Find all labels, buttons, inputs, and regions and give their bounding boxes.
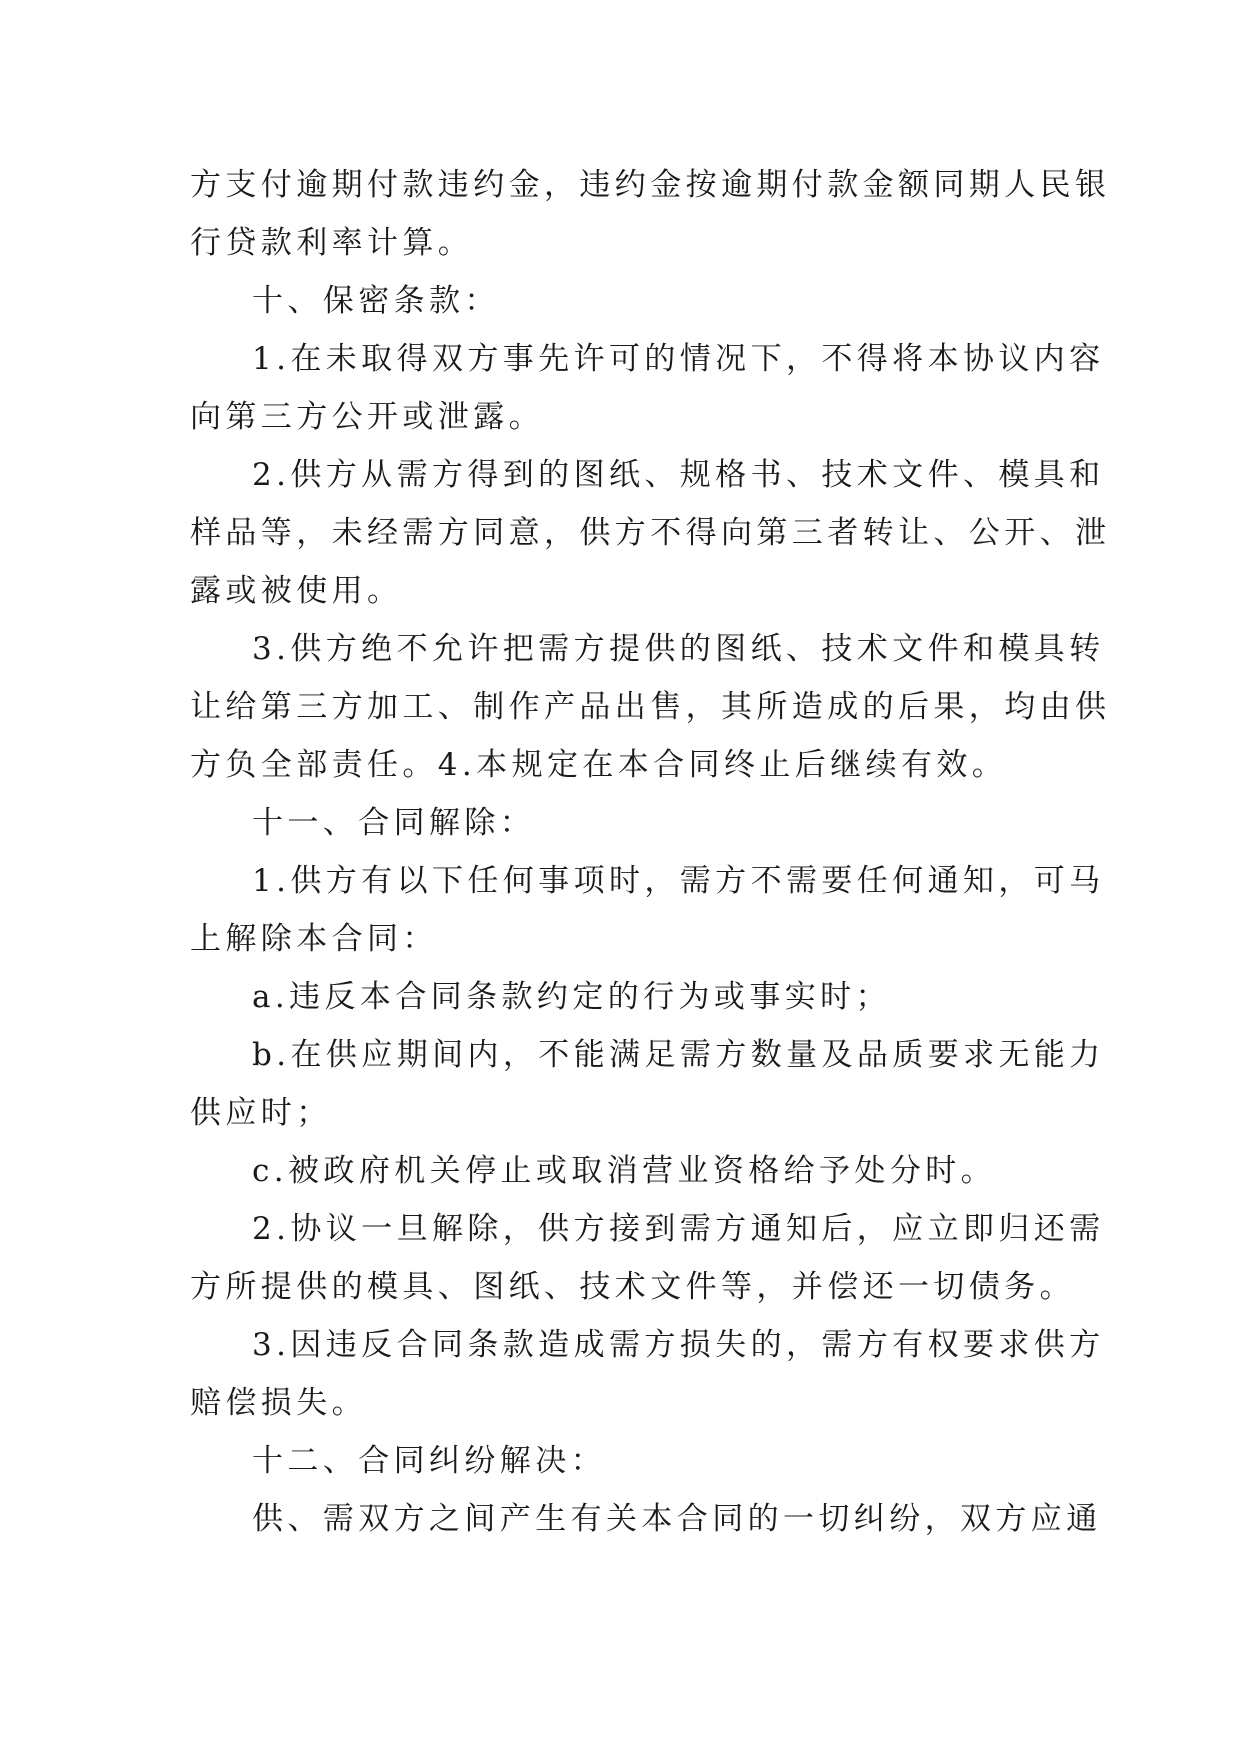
text-line: 方支付逾期付款违约金，违约金按逾期付款金额同期人民银	[190, 167, 1111, 203]
text-line: 1.在未取得双方事先许可的情况下，不得将本协议内容	[252, 341, 1105, 377]
text-line: 供、需双方之间产生有关本合同的一切纠纷，双方应通	[252, 1501, 1102, 1537]
text-line: c.被政府机关停止或取消营业资格给予处分时。	[252, 1153, 997, 1189]
document-body	[190, 156, 1111, 1548]
text-line: a.违反本合同条款约定的行为或事实时；	[252, 979, 891, 1015]
text-line: 让给第三方加工、制作产品出售，其所造成的后果，均由供	[190, 689, 1111, 725]
section-heading: 十二、合同纠纷解决：	[252, 1443, 606, 1479]
text-line: 3.供方绝不允许把需方提供的图纸、技术文件和模具转	[252, 631, 1105, 667]
text-line: 赔偿损失。	[190, 1385, 367, 1421]
text-line: 上解除本合同：	[190, 921, 438, 957]
text-line: 供应时；	[190, 1095, 332, 1131]
section-heading: 十、保密条款：	[252, 283, 500, 319]
text-line: 3.因违反合同条款造成需方损失的，需方有权要求供方	[252, 1327, 1105, 1363]
text-line: 方所提供的模具、图纸、技术文件等，并偿还一切债务。	[190, 1269, 1075, 1305]
text-line: 露或被使用。	[190, 573, 403, 609]
text-line: 方负全部责任。4.本规定在本合同终止后继续有效。	[190, 747, 1008, 783]
text-line: b.在供应期间内，不能满足需方数量及品质要求无能力	[252, 1037, 1105, 1073]
section-heading: 十一、合同解除：	[252, 805, 536, 841]
text-line: 行贷款利率计算。	[190, 225, 474, 261]
text-line: 2.供方从需方得到的图纸、规格书、技术文件、模具和	[252, 457, 1105, 493]
text-line: 向第三方公开或泄露。	[190, 399, 544, 435]
text-line: 样品等，未经需方同意，供方不得向第三者转让、公开、泄	[190, 515, 1111, 551]
text-line: 1.供方有以下任何事项时，需方不需要任何通知，可马	[252, 863, 1105, 899]
text-line: 2.协议一旦解除，供方接到需方通知后，应立即归还需	[252, 1211, 1105, 1247]
